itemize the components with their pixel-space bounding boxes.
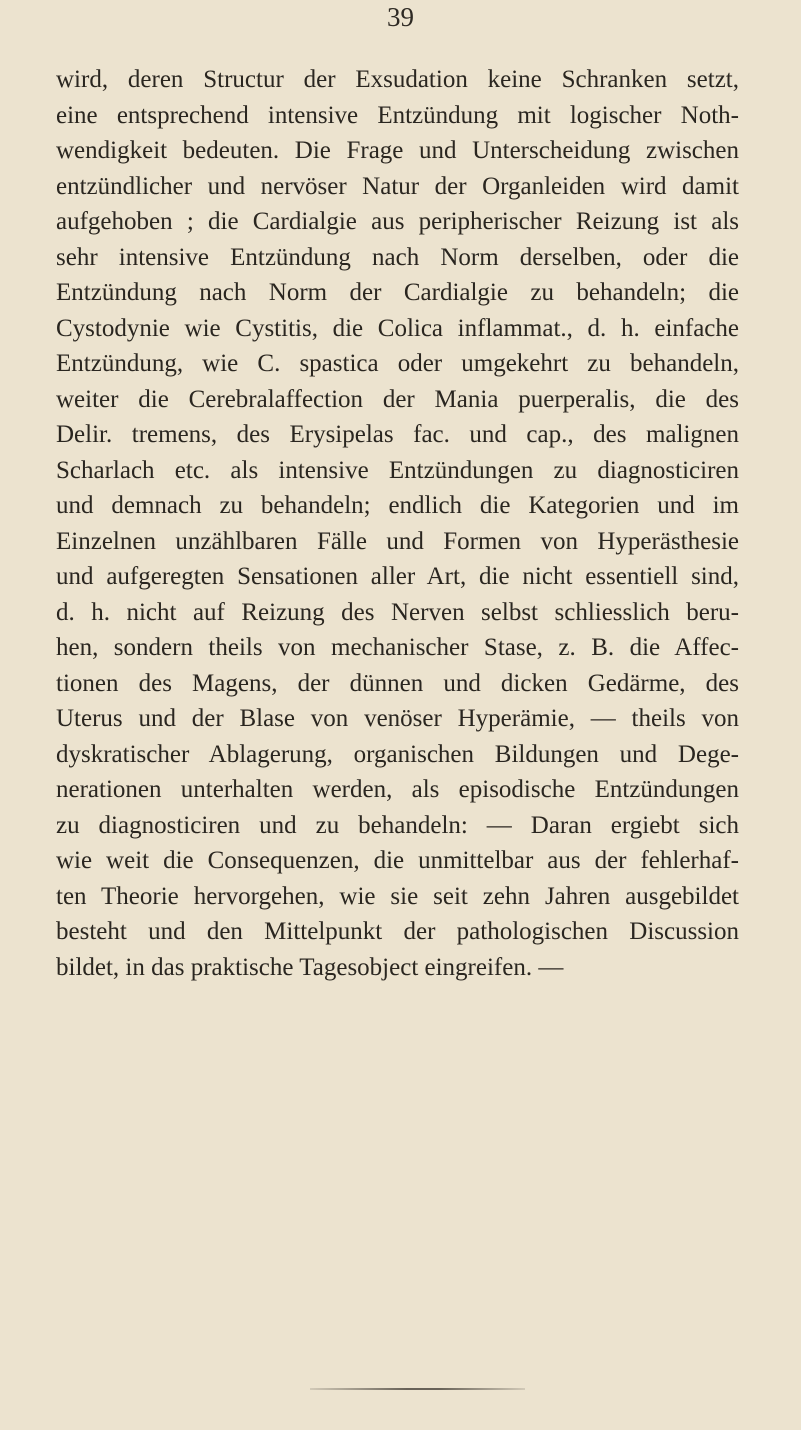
text-line: dyskratischer Ablagerung, organischen Bildungen und Dege-: [56, 740, 739, 768]
text-line: Delir. tremens, des Erysipelas fac. und cap., des malignen: [56, 421, 739, 448]
text-line: bildet, in das praktische Tagesobject eingreifen. —: [56, 953, 564, 981]
text-line: wendigkeit bedeuten. Die Frage und Unterscheidung zwischen: [56, 137, 739, 164]
text-line: Cystodynie wie Cystitis, die Colica inflammat., d. h. einfache: [56, 314, 739, 342]
text-line: besteht und den Mittelpunkt der pathologischen Discussion: [56, 918, 739, 945]
text-line: wie weit die Consequenzen, die unmittelbar aus der fehlerhaf-: [56, 847, 739, 874]
text-line: tionen des Magens, der dünnen und dicken Gedärme, des: [56, 669, 739, 697]
text-line: aufgehoben ; die Cardialgie aus peripherischer Reizung ist als: [56, 208, 739, 235]
text-line: weiter die Cerebralaffection der Mania puerperalis, die des: [56, 385, 739, 413]
text-line: wird, deren Structur der Exsudation keine Schranken setzt,: [56, 66, 739, 93]
text-line: nerationen unterhalten werden, als episodische Entzündungen: [56, 776, 739, 803]
section-divider: [310, 1388, 525, 1390]
text-line: und aufgeregten Sensationen aller Art, die nicht essentiell sind,: [56, 563, 739, 590]
text-line: Entzündung nach Norm der Cardialgie zu behandeln; die: [56, 279, 739, 306]
text-line: Einzelnen unzählbaren Fälle und Formen von Hyperästhesie: [56, 527, 739, 555]
text-line: ten Theorie hervorgehen, wie sie seit zehn Jahren ausgebildet: [56, 882, 739, 910]
text-line: Entzündung, wie C. spastica oder umgekehrt zu behandeln,: [56, 350, 739, 377]
text-line: Scharlach etc. als intensive Entzündungen zu diagnosticiren: [56, 456, 739, 484]
text-line: entzündlicher und nervöser Natur der Organleiden wird damit: [56, 172, 739, 200]
body-paragraph: [56, 62, 739, 985]
text-line: Uterus und der Blase von venöser Hyperämie, — theils von: [56, 705, 739, 732]
text-line: d. h. nicht auf Reizung des Nerven selbst schliesslich beru-: [56, 598, 739, 626]
text-line: eine entsprechend intensive Entzündung mit logischer Noth-: [56, 101, 739, 129]
text-line: hen, sondern theils von mechanischer Stase, z. B. die Affec-: [56, 634, 739, 661]
text-line: zu diagnosticiren und zu behandeln: — Daran ergiebt sich: [56, 811, 739, 839]
page-number: 39: [387, 2, 414, 32]
text-line: und demnach zu behandeln; endlich die Kategorien und im: [56, 492, 739, 519]
text-line: sehr intensive Entzündung nach Norm derselben, oder die: [56, 243, 739, 271]
